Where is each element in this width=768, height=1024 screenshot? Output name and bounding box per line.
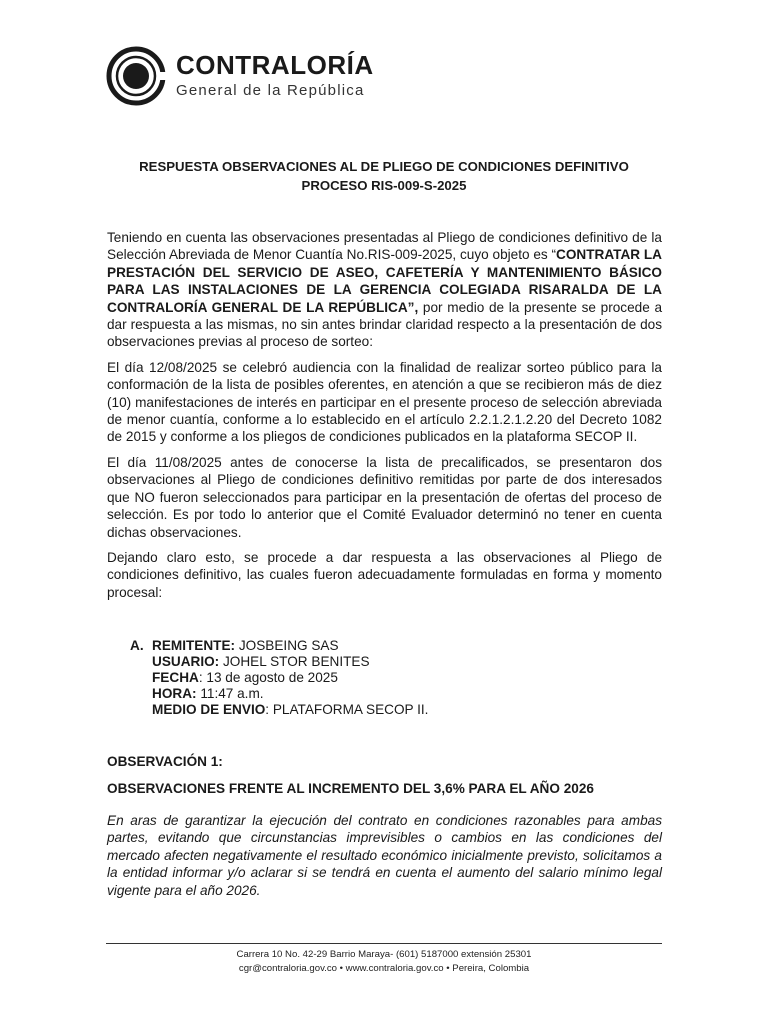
paragraph-intro-text-a: Teniendo en cuenta las observaciones presentadas al Pliego de condiciones definitivo de la Selección Abreviada de Menor Cuantía No.RIS-009-2025, cuyo objeto es “	[107, 230, 662, 263]
paragraph-intro-text-b: por medio de la presente se procede a dar respuesta a las mismas, no sin antes brindar claridad respecto a la presentación de dos observaciones previas al proceso de sorteo:	[107, 299, 663, 350]
observation-subheading: OBSERVACIONES FRENTE AL INCREMENTO DEL 3,6% PARA EL AÑO 2026	[107, 781, 594, 796]
medio-value: : PLATAFORMA SECOP II.	[265, 702, 429, 717]
sender-remitente	[130, 638, 630, 654]
contraloria-logo	[106, 44, 406, 110]
hora-label: HORA:	[152, 686, 197, 701]
title-line-2: PROCESO RIS-009-S-2025	[301, 178, 467, 193]
document-body	[107, 229, 662, 609]
sender-info	[130, 638, 630, 718]
observation-text: En aras de garantizar la ejecución del contrato en condiciones razonables para ambas partes, evitando que circunstancias imprevisibles o cambios en las condiciones del mercado afecten negativamente el resultado económico inicialmente previsto, solicitamos a la entidad informar y/o aclarar si se tendrá en cuenta el aumento del salario mínimo legal vigente para el año 2026.	[107, 813, 662, 898]
footer-contact: cgr@contraloria.gov.co • www.contraloria.gov.co • Pereira, Colombia	[238, 963, 530, 974]
sender-fecha	[130, 670, 630, 686]
list-marker: A.	[130, 638, 144, 653]
contract-object: CONTRATAR LA PRESTACIÓN DEL SERVICIO DE ASEO, CAFETERÍA Y MANTENIMIENTO BÁSICO PARA LAS INSTALACIONES DE LA GERENCIA COLEGIADA RISARALDA DE LA CONTRALORÍA GENERAL DE LA REPÚBLICA”,	[107, 247, 662, 315]
footer	[106, 948, 662, 976]
usuario-label: USUARIO:	[152, 654, 220, 669]
usuario-value: JOHEL STOR BENITES	[219, 654, 370, 669]
paragraph-intro	[107, 229, 662, 351]
sender-usuario	[130, 654, 630, 670]
paragraph-audiencia: El día 12/08/2025 se celebró audiencia con la finalidad de realizar sorteo público para la conformación de la lista de posibles oferentes, en atención a que se recibieron más de diez (10) manifestaciones de interés en participar en el presente proceso de selección abreviada de menor cuantía, conforme a lo establecido en el artículo 2.2.1.2.1.2.20 del Decreto 1082 de 2015 y conforme a los pliegos de condiciones publicados en la plataforma SECOP II.	[107, 359, 662, 445]
logo-title: CONTRALORÍA	[176, 50, 374, 80]
footer-divider	[106, 943, 662, 944]
remitente-value: JOSBEING SAS	[235, 638, 339, 653]
observation-heading: OBSERVACIÓN 1:	[107, 754, 223, 769]
medio-label: MEDIO DE ENVIO	[152, 702, 266, 717]
footer-address: Carrera 10 No. 42-29 Barrio Maraya- (601) 5187000 extensión 25301	[236, 949, 532, 960]
sender-hora	[130, 686, 630, 702]
logo-subtitle: General de la República	[176, 82, 365, 99]
paragraph-respuesta: Dejando claro esto, se procede a dar respuesta a las observaciones al Pliego de condiciones definitivo, las cuales fueron adecuadamente formuladas en forma y momento procesal:	[107, 549, 662, 600]
sender-medio	[130, 702, 630, 718]
fecha-value: : 13 de agosto de 2025	[198, 670, 338, 685]
title-line-1: RESPUESTA OBSERVACIONES AL DE PLIEGO DE CONDICIONES DEFINITIVO	[139, 159, 629, 174]
hora-value: 11:47 a.m.	[196, 686, 264, 701]
concentric-circle-icon	[106, 46, 166, 106]
document-title	[60, 157, 708, 195]
paragraph-observaciones-previas: El día 11/08/2025 antes de conocerse la lista de precalificados, se presentaron dos observaciones al Pliego de condiciones definitivo remitidas por parte de dos interesados que NO fueron seleccionados para participar en la presentación de ofertas del proceso de selección. Es por todo lo anterior que el Comité Evaluador determinó no tener en cuenta dichas observaciones.	[107, 454, 662, 540]
fecha-label: FECHA	[152, 670, 199, 685]
remitente-label: REMITENTE:	[152, 638, 236, 653]
